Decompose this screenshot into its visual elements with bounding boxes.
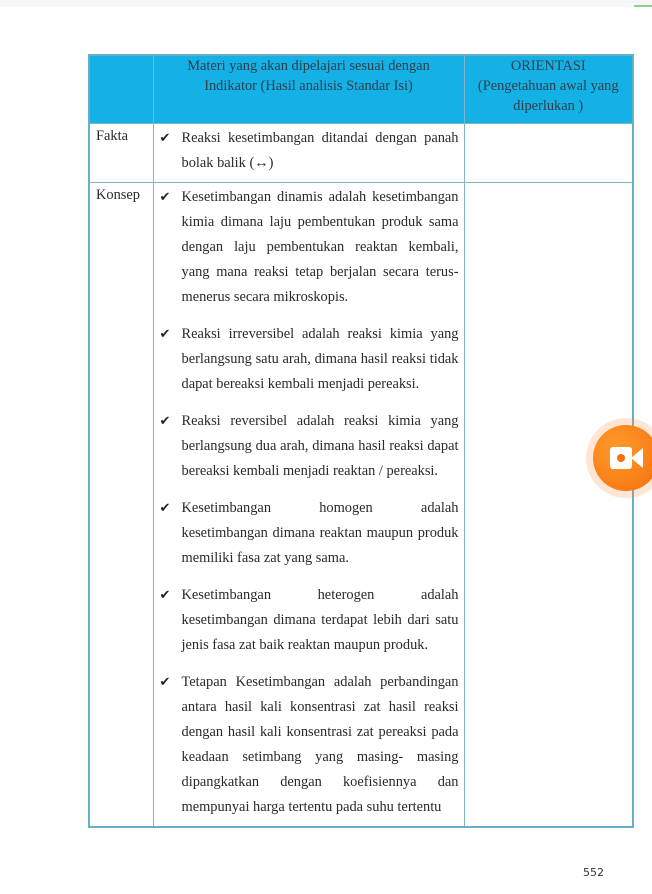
- header-materi: [153, 55, 464, 124]
- checkmark-icon: ✔: [159, 675, 171, 690]
- camera-triangle-icon: [631, 448, 643, 468]
- checkmark-icon: ✔: [159, 131, 171, 146]
- checkmark-icon: ✔: [159, 588, 171, 603]
- video-button-core[interactable]: [593, 425, 652, 491]
- checkmark-icon: ✔: [159, 190, 171, 205]
- page-number: 552: [583, 866, 604, 879]
- category-label: Konsep: [96, 187, 140, 203]
- category-label: Fakta: [96, 128, 128, 144]
- list-item: ✔ Reaksi kesetimbangan ditandai dengan panah bolak balik (↔): [160, 126, 459, 176]
- orientasi-cell: [464, 183, 633, 828]
- video-camera-icon: [610, 447, 632, 469]
- list-item: ✔ Reaksi reversibel adalah reaksi kimia yang berlangsung dua arah, dimana hasil reaksi dapat bereaksi kembali menjadi reaktan / pereaksi.: [160, 409, 459, 484]
- list-item: ✔ Kesetimbangan homogen adalah kesetimbangan dimana reaktan maupun produk memiliki fasa zat yang sama.: [160, 496, 459, 571]
- header-orientasi-label: ORIENTASI (Pengetahuan awal yang diperlukan ): [477, 58, 619, 114]
- header-materi-label: Materi yang akan dipelajari sesuai dengan Indikator (Hasil analisis Standar Isi): [187, 58, 430, 94]
- header-category: [89, 55, 153, 124]
- list-item: ✔ Kesetimbangan heterogen adalah kesetimbangan dimana terdapat lebih dari satu jenis fasa zat baik reaktan maupun produk.: [160, 583, 459, 658]
- checkmark-icon: ✔: [159, 501, 171, 516]
- table-row-fakta: [89, 124, 633, 183]
- header-orientasi: [464, 55, 633, 124]
- top-bar: [0, 0, 652, 7]
- checkmark-icon: ✔: [159, 327, 171, 342]
- camera-lens-icon: [617, 454, 625, 462]
- list-item: ✔ Tetapan Kesetimbangan adalah perbandingan antara hasil kali konsentrasi zat hasil reaksi dengan hasil kali konsentrasi zat pereaksi pada keadaan setimbang yang masing- masing dipangkatkan dengan koefisiennya dan mempunyai harga tertentu pada suhu tertentu: [160, 670, 459, 820]
- progress-accent: [634, 5, 652, 7]
- materi-table: [88, 54, 634, 828]
- checkmark-icon: ✔: [159, 414, 171, 429]
- orientasi-cell: [464, 124, 633, 183]
- table-row-konsep: [89, 183, 633, 828]
- list-item: ✔ Reaksi irreversibel adalah reaksi kimia yang berlangsung satu arah, dimana hasil reaksi tidak dapat bereaksi kembali menjadi pereaksi.: [160, 322, 459, 397]
- table-header-row: [89, 55, 633, 124]
- list-item: ✔ Kesetimbangan dinamis adalah kesetimbangan kimia dimana laju pembentukan produk sama dengan laju pembentukan reaktan kembali, yang mana reaksi tetap berjalan secara terus-menerus secara mikroskopis.: [160, 185, 459, 310]
